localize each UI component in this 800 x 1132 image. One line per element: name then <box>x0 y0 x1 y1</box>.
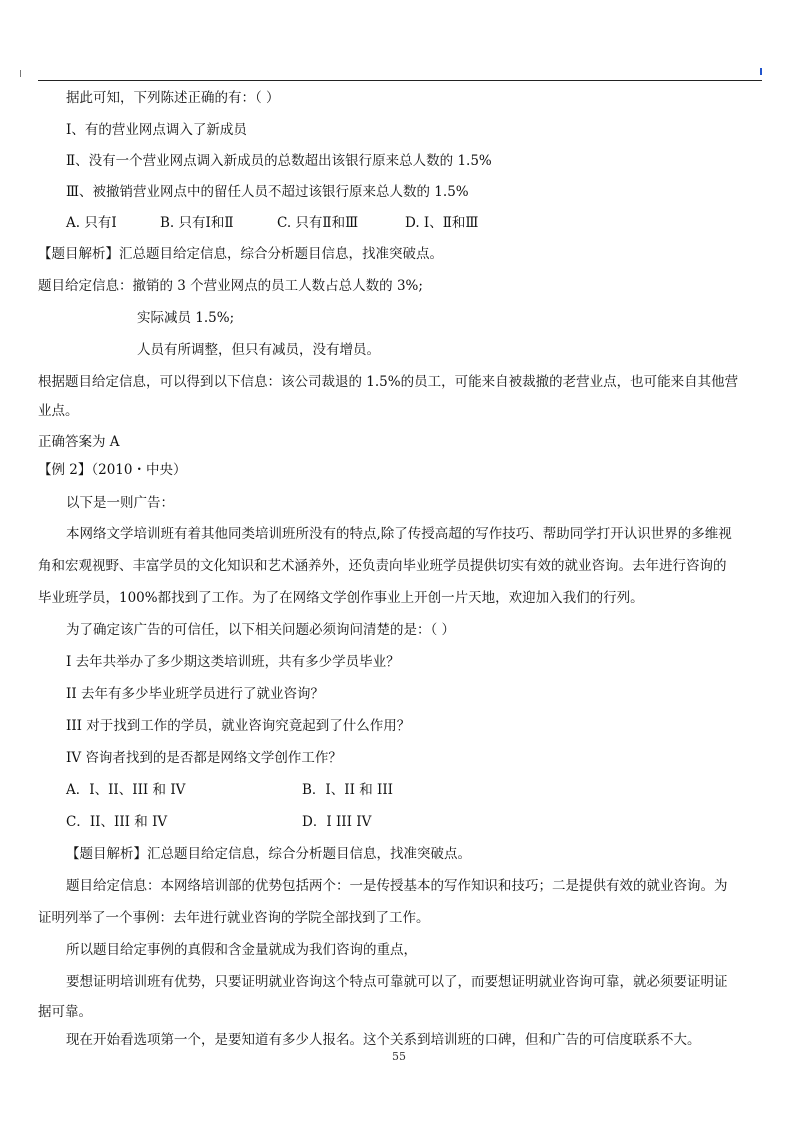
ex2-ad-line3: 毕业班学员，100%都找到了工作。为了在网络文学创作事业上开创一片天地，欢迎加入我们的行列。 <box>38 590 644 606</box>
ex1-given-info-1: 题目给定信息：撤销的 3 个营业网点的员工人数占总人数的 3%; <box>38 278 423 294</box>
ex2-question: 为了确定该广告的可信任，以下相关问题必须询问清楚的是：（ ） <box>66 622 456 638</box>
ex2-option-b: B．I、II 和 III <box>302 782 393 798</box>
ex1-answer: 正确答案为 A <box>38 434 120 450</box>
ex2-option-d: D．I III IV <box>302 814 372 830</box>
ex2-item-4: IV 咨询者找到的是否都是网络文学创作工作？ <box>66 750 342 766</box>
ex1-option-c: C. 只有Ⅱ和Ⅲ <box>277 215 359 231</box>
ex2-prove-line1: 要想证明培训班有优势，只要证明就业咨询这个特点可靠就可以了，而要想证明就业咨询可靠，就必须要证明证 <box>66 974 728 990</box>
ex1-statement-2: Ⅱ、没有一个营业网点调入新成员的总数超出该银行原来总人数的 1.5% <box>66 153 492 169</box>
ex1-analysis-title: 【题目解析】汇总题目给定信息，综合分析题目信息，找准突破点。 <box>38 246 443 262</box>
ex2-item-3: III 对于找到工作的学员，就业咨询究竟起到了什么作用？ <box>66 718 411 734</box>
ex1-option-b: B. 只有Ⅰ和Ⅱ <box>160 215 234 231</box>
ex1-given-info-2: 实际减员 1.5%; <box>137 310 235 326</box>
ex1-option-d: D. Ⅰ、Ⅱ和Ⅲ <box>405 215 479 231</box>
corner-mark-right <box>760 68 762 75</box>
ex1-statement-1: Ⅰ、有的营业网点调入了新成员 <box>66 122 247 138</box>
ex2-option-c: C．II、III 和 IV <box>66 814 168 830</box>
ex1-conclusion-line2: 业点。 <box>38 403 79 419</box>
ex2-item-1: I 去年共举办了多少期这类培训班，共有多少学员毕业？ <box>66 654 400 670</box>
ex2-analysis-title: 【题目解析】汇总题目给定信息，综合分析题目信息，找准突破点。 <box>66 846 471 862</box>
ex2-option-analysis: 现在开始看选项第一个，是要知道有多少人报名。这个关系到培训班的口碑，但和广告的可信度联系不大。 <box>66 1032 701 1048</box>
ex1-statement-3: Ⅲ、被撤销营业网点中的留任人员不超过该银行原来总人数的 1.5% <box>66 184 469 200</box>
header-rule <box>38 80 762 81</box>
ex2-option-a: A．I、II、III 和 IV <box>66 782 186 798</box>
ex2-ad-line2: 角和宏观视野、丰富学员的文化知识和艺术涵养外，还负责向毕业班学员提供切实有效的就业咨询。去年进行咨询的 <box>38 558 727 574</box>
ex2-item-2: II 去年有多少毕业班学员进行了就业咨询？ <box>66 686 324 702</box>
ex2-ad-line1: 本网络文学培训班有着其他同类培训班所没有的特点,除了传授高超的写作技巧、帮助同学打开认识世界的多维视 <box>66 526 732 542</box>
ex1-conclusion-line1: 根据题目给定信息，可以得到以下信息：该公司裁退的 1.5%的员工，可能来自被裁撤的老营业点，也可能来自其他营 <box>38 374 739 390</box>
ex2-intro: 以下是一则广告： <box>66 495 174 511</box>
ex1-given-info-3: 人员有所调整，但只有减员，没有增员。 <box>137 342 380 358</box>
ex1-option-a: A. 只有Ⅰ <box>66 215 117 231</box>
page-number: 55 <box>392 1050 406 1063</box>
corner-mark-left <box>20 70 21 77</box>
ex2-given-line2: 证明列举了一个事例：去年进行就业咨询的学院全部找到了工作。 <box>38 910 430 926</box>
ex2-given-line1: 题目给定信息：本网络培训部的优势包括两个：一是传授基本的写作知识和技巧；二是提供有效的就业咨询。为 <box>66 878 728 894</box>
ex2-header: 【例 2】（2010・中央） <box>38 462 187 478</box>
ex1-question: 据此可知，下列陈述正确的有：（ ） <box>66 90 280 106</box>
ex2-focus: 所以题目给定事例的真假和含金量就成为我们咨询的重点， <box>66 942 417 958</box>
ex2-prove-line2: 据可靠。 <box>38 1004 92 1020</box>
